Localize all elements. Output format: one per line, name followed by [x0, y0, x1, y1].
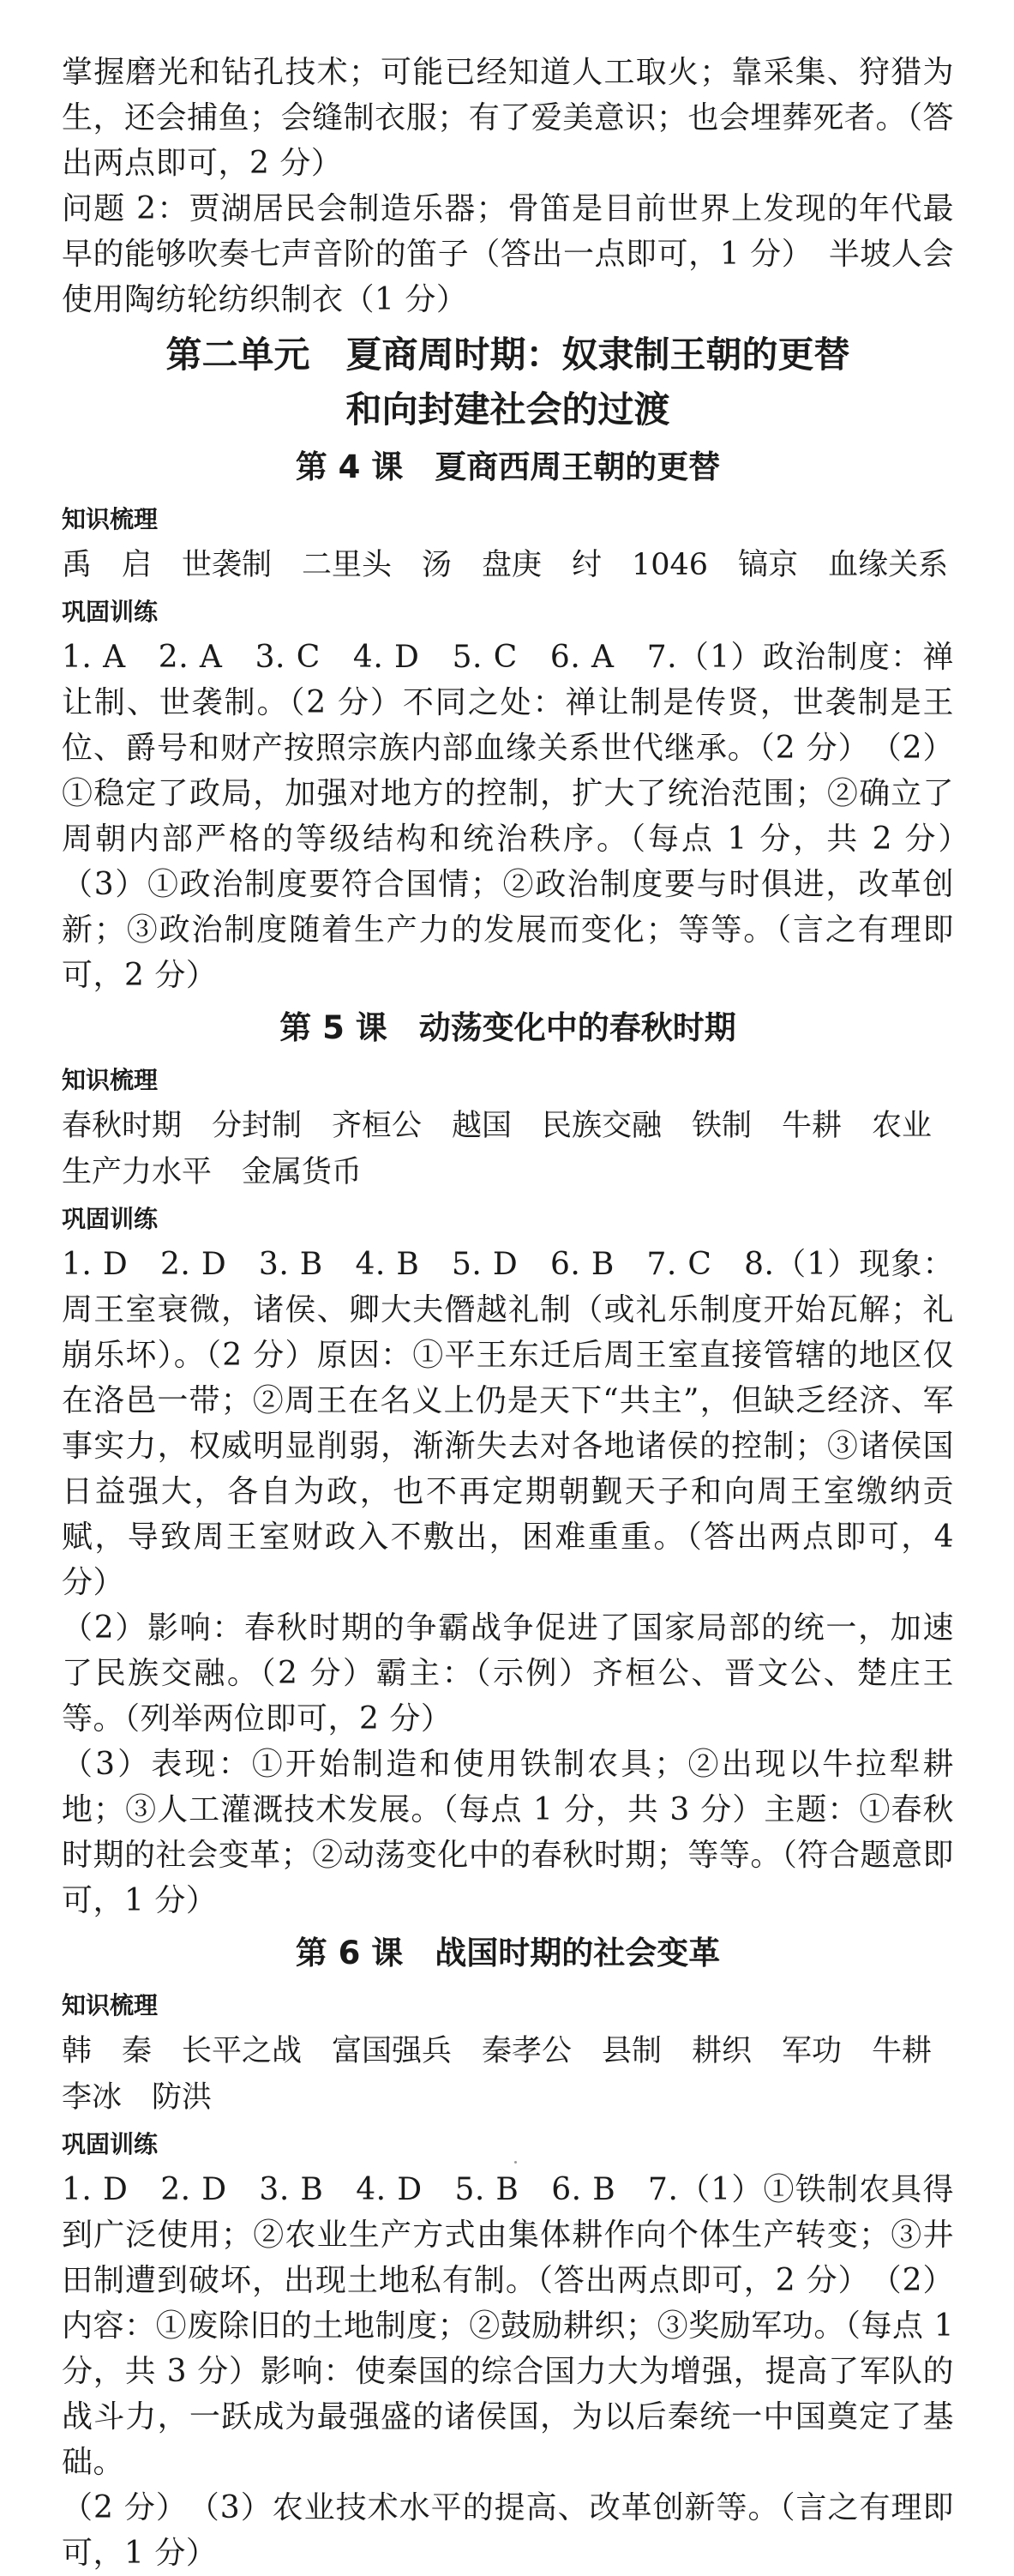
lesson-6-knowledge-terms: 韩 秦 长平之战 富国强兵 秦孝公 县制 耕织 军功 牛耕 李冰 防洪 — [62, 2034, 963, 2115]
page-footer-dot — [514, 2161, 517, 2164]
lesson-5-knowledge-heading: 知识梳理 — [62, 1066, 159, 1094]
lesson-6-practice-heading: 巩固训练 — [62, 2130, 159, 2158]
lesson-6-practice-answers-part-2: （2 分） （3）农业技术水平的提高、改革创新等。（言之有理即可，1 分） — [62, 2490, 954, 2571]
lesson-4-practice-answers: 1. A 2. A 3. C 4. D 5. C 6. A 7.（1）政治制度：禅让制、世袭制。（2 分）不同之处：禅让制是传贤，世袭制是王位、爵号和财产按照宗族内部血缘关系世代继承。（2 分） （2）①稳定了政局，加强对地方的控制，扩大了统治范围；②确立了周朝内部严格的等级结构和统治秩序。（每点 1 分，共 2 分） （3）①政治制度要符合国情；②政治制度要与时俱进，改革创新；③政治制度随着生产力的发展而变化；等等。（言之有理即可，2 分） — [62, 640, 986, 993]
lesson-5-practice-answers-part-3: （3）表现：①开始制造和使用铁制农具；②出现以牛拉犁耕地；③人工灌溉技术发展。（每点 1 分，共 3 分）主题：①春秋时期的社会变革；②动荡变化中的春秋时期；等等。（符合题意即可，1 分） — [62, 1747, 954, 1918]
unit-title-line-2: 和向封建社会的过渡 — [345, 388, 670, 430]
lesson-5-knowledge-terms: 春秋时期 分封制 齐桓公 越国 民族交融 铁制 牛耕 农业生产力水平 金属货币 — [62, 1109, 933, 1189]
unit-title-line-1: 第二单元 夏商周时期：奴隶制王朝的更替 — [165, 334, 850, 376]
lesson-5-practice-answers: 1. D 2. D 3. B 4. B 5. D 6. B 7. C 8.（1）现象：周王室衰微，诸侯、卿大夫僭越礼制（或礼乐制度开始瓦解；礼崩乐坏）。（2 分）原因：①平王东迁后周王室直接管辖的地区仅在洛邑一带；②周王在名义上仍是天下“共主”，但缺乏经济、军事实力，权威明显削弱，渐渐失去对各地诸侯的控制；③诸侯国日益强大，各自为政，也不再定期朝觐天子和向周王室缴纳贡赋，导致周王室财政入不敷出，困难重重。（答出两点即可，4 分） — [62, 1247, 964, 1600]
lesson-6-practice-answers: 1. D 2. D 3. B 4. D 5. B 6. B 7.（1）①铁制农具得到广泛使用；②农业生产方式由集体耕作向个体生产转变；③井田制遭到破坏，出现土地私有制。（答出两点即可，2 分） （2）内容：①废除旧的土地制度；②鼓励耕织；③奖励军功。（每点 1 分，共 3 分）影响：使秦国的综合国力大为增强，提高了军队的战斗力，一跃成为最强盛的诸侯国，为以后秦统一中国奠定了基础。 — [62, 2172, 964, 2480]
intro-paragraph-2: 问题 2：贾湖居民会制造乐器；骨笛是目前世界上发现的年代最早的能够吹奏七声音阶的笛子（答出一点即可，1 分） 半坡人会使用陶纺轮纺织制衣（1 分） — [62, 191, 954, 317]
lesson-4-knowledge-terms: 禹 启 世袭制 二里头 汤 盘庚 纣 1046 镐京 血缘关系 — [62, 548, 949, 582]
lesson-5-practice-answers-part-2: （2）影响：春秋时期的争霸战争促进了国家局部的统一，加速了民族交融。（2 分）霸主：（示例）齐桓公、晋文公、楚庄王等。（列举两位即可，2 分） — [62, 1610, 954, 1736]
lesson-6-knowledge-heading: 知识梳理 — [62, 1991, 159, 2019]
intro-paragraph-1: 掌握磨光和钻孔技术；可能已经知道人工取火；靠采集、狩猎为生，还会捕鱼；会缝制衣服；有了爱美意识；也会埋葬死者。（答出两点即可，2 分） — [62, 55, 954, 181]
lesson-4-knowledge-heading: 知识梳理 — [62, 505, 159, 533]
lesson-4-practice-heading: 巩固训练 — [62, 598, 159, 626]
lesson-6-title: 第 6 课 战国时期的社会变革 — [295, 1935, 721, 1971]
lesson-5-title: 第 5 课 动荡变化中的春秋时期 — [279, 1009, 736, 1046]
lesson-4-title: 第 4 课 夏商西周王朝的更替 — [295, 448, 721, 485]
lesson-5-practice-heading: 巩固训练 — [62, 1205, 159, 1233]
